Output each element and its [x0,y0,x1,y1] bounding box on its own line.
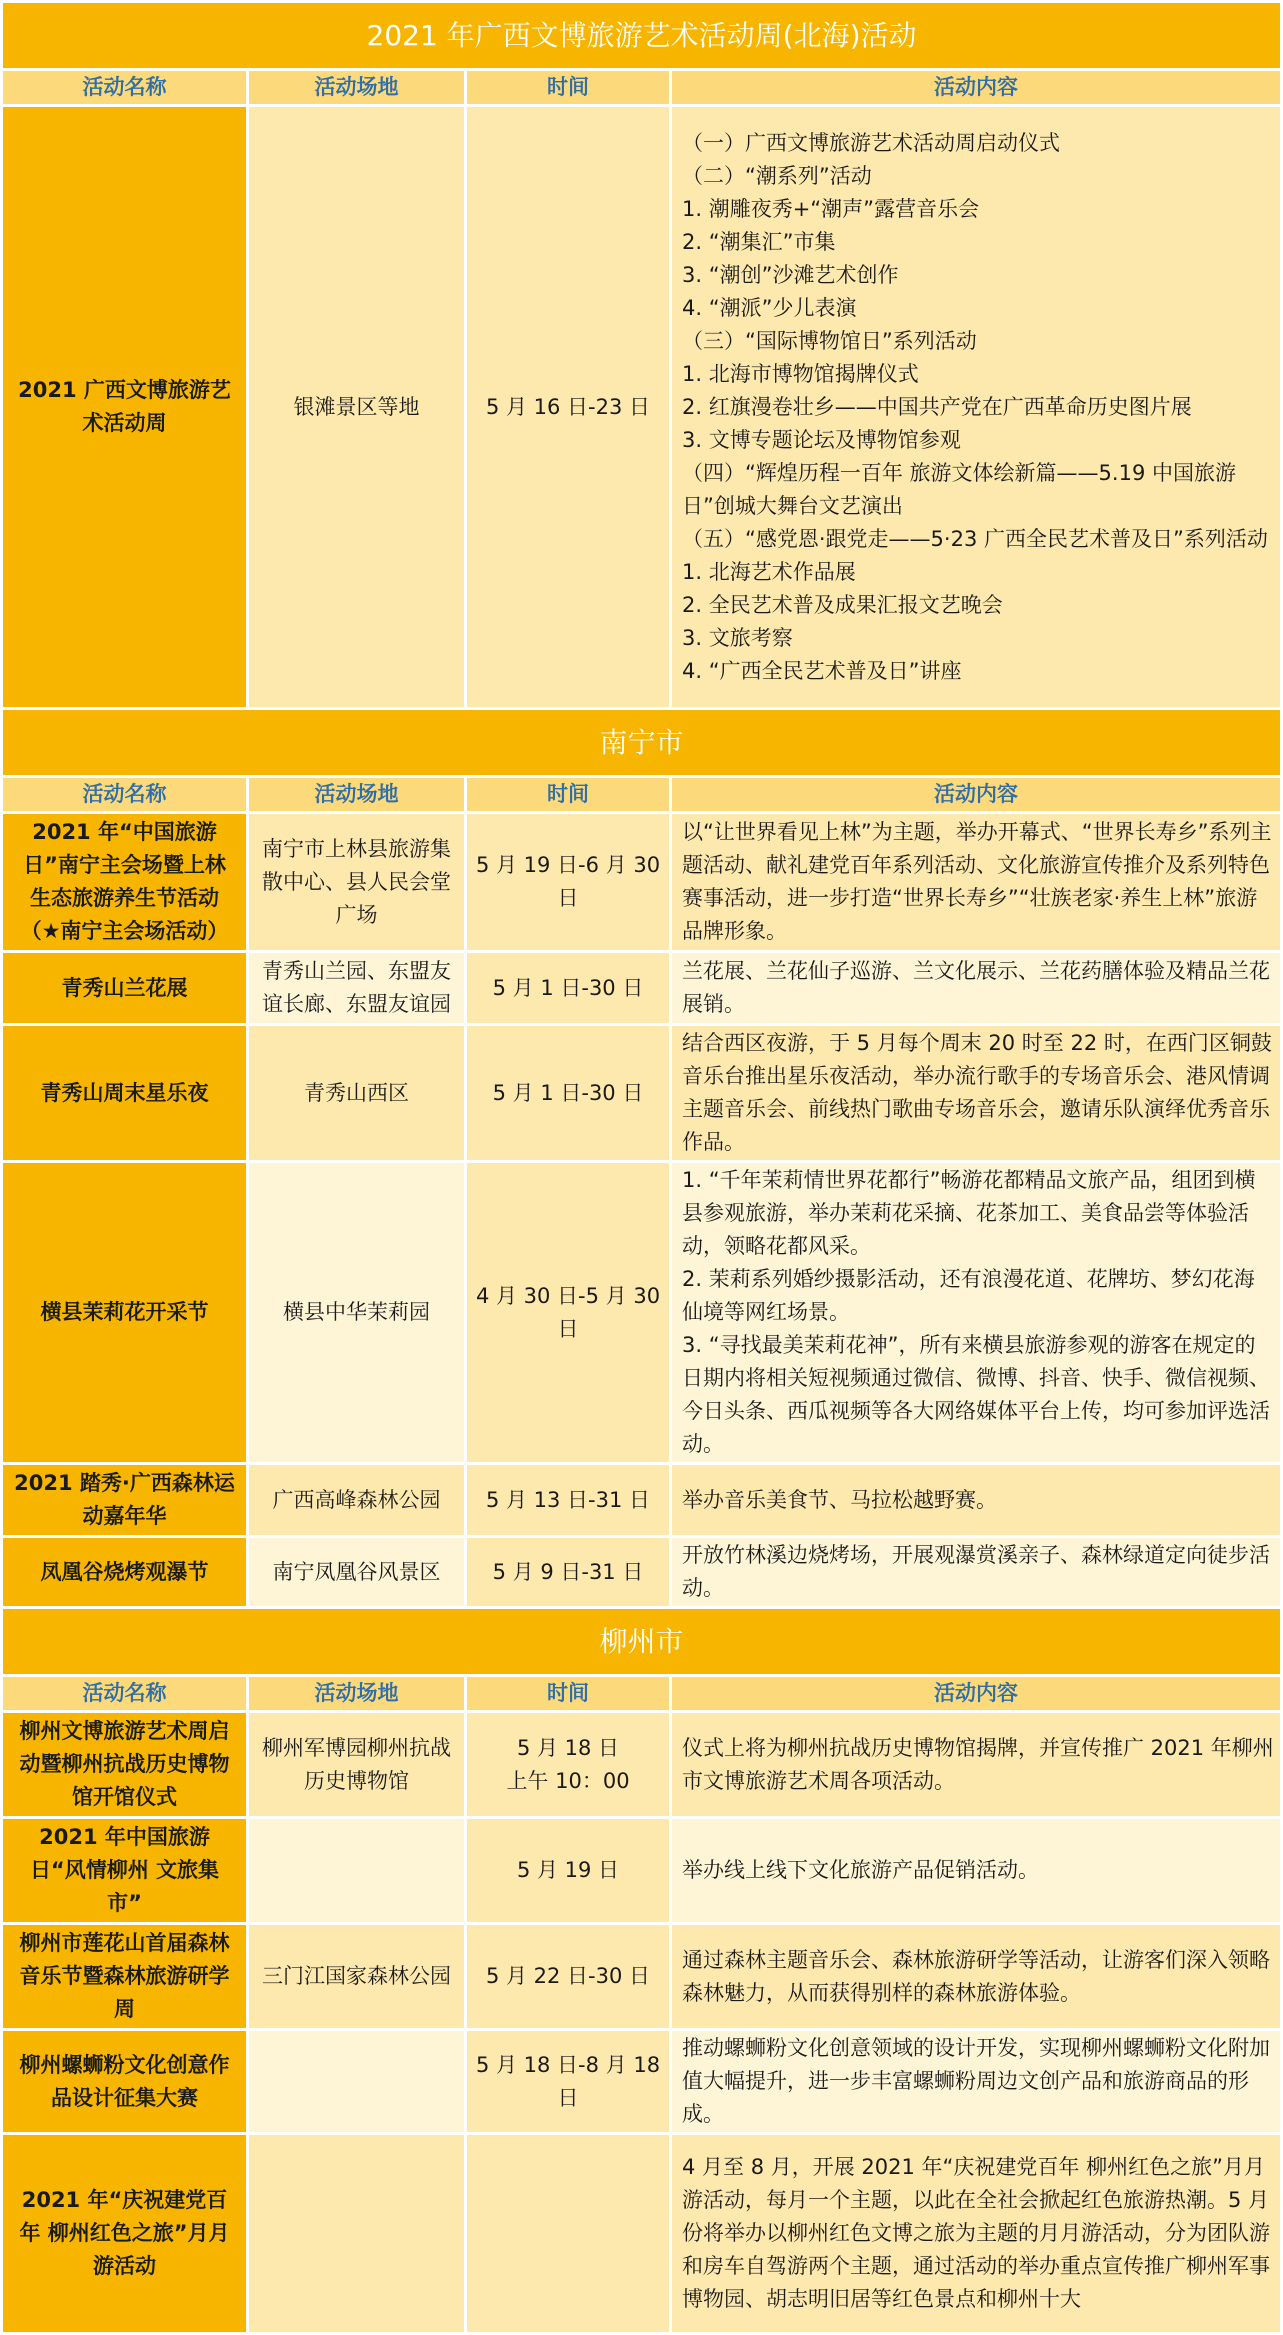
content-line: 1. 潮雕夜秀+“潮声”露营音乐会 [682,196,980,221]
content-line: （二）“潮系列”活动 [682,163,872,188]
activity-venue [248,1818,466,1924]
content-line: 4 月至 8 月，开展 2021 年“庆祝建党百年 柳州红色之旅”月月游活动，每月一个主题，以此在全社会掀起红色旅游热潮。5 月份将举办以柳州红色文博之旅为主题的月月游活动，分为团队游和房车自驾游两个主题，通过活动的举办重点宣传推广柳州军事博物园、胡志明旧居等红色景点和柳州十大 [682,2155,1270,2311]
table-body [2,2,1282,2334]
activity-name: 柳州螺蛳粉文化创意作品设计征集大赛 [2,2030,248,2134]
activity-content [671,1025,1282,1162]
column-header-row [2,777,1282,813]
activity-name: 柳州文博旅游艺术周启动暨柳州抗战历史博物馆开馆仪式 [2,1712,248,1818]
content-line: 2. 红旗漫卷壮乡——中国共产党在广西革命历史图片展 [682,394,1192,419]
activity-row [2,2134,1282,2334]
content-line: 3. 文旅考察 [682,625,793,650]
section-banner [2,709,1282,777]
section-banner [2,2,1282,70]
content-line: （五）“感党恩·跟党走——5·23 广西全民艺术普及日”系列活动 [682,526,1268,551]
column-header-row [2,1676,1282,1712]
column-header-row [2,70,1282,106]
activity-row [2,1924,1282,2030]
content-line: 3. “潮创”沙滩艺术创作 [682,262,899,287]
activity-venue: 银滩景区等地 [248,106,466,709]
content-line: 4. “广西全民艺术普及日”讲座 [682,658,962,683]
activity-content [671,1712,1282,1818]
activity-row [2,1712,1282,1818]
activity-time: 5 月 16 日-23 日 [466,106,671,709]
activity-name: 2021 年“庆祝建党百年 柳州红色之旅”月月游活动 [2,2134,248,2334]
activity-time: 5 月 22 日-30 日 [466,1924,671,2030]
activity-time: 5 月 9 日-31 日 [466,1537,671,1608]
content-line: 以“让世界看见上林”为主题，举办开幕式、“世界长寿乡”系列主题活动、献礼建党百年系列活动、文化旅游宣传推介及系列特色赛事活动，进一步打造“世界长寿乡”“壮族老家·养生上林”旅游品牌形象。 [682,820,1272,943]
activity-venue: 柳州军博园柳州抗战历史博物馆 [248,1712,466,1818]
column-header: 活动名称 [2,70,248,106]
column-header: 活动场地 [248,777,466,813]
activity-time: 5 月 19 日 [466,1818,671,1924]
activity-time: 5 月 19 日-6 月 30 日 [466,813,671,952]
content-line: 推动螺蛳粉文化创意领域的设计开发，实现柳州螺蛳粉文化附加值大幅提升，进一步丰富螺蛳粉周边文创产品和旅游商品的形成。 [682,2036,1270,2126]
activity-row [2,106,1282,709]
activity-row [2,1162,1282,1464]
content-line: 仪式上将为柳州抗战历史博物馆揭牌，并宣传推广 2021 年柳州市文博旅游艺术周各项活动。 [682,1735,1274,1793]
column-header: 活动场地 [248,1676,466,1712]
activity-row [2,1818,1282,1924]
section-title: 2021 年广西文博旅游艺术活动周(北海)活动 [2,2,1282,70]
activity-venue: 青秀山兰园、东盟友谊长廊、东盟友谊园 [248,952,466,1025]
content-line: （四）“辉煌历程一百年 旅游文体绘新篇——5.19 中国旅游日”创城大舞台文艺演出 [682,460,1236,518]
column-header: 活动场地 [248,70,466,106]
activity-name: 青秀山兰花展 [2,952,248,1025]
column-header: 时间 [466,777,671,813]
activity-venue: 南宁凤凰谷风景区 [248,1537,466,1608]
activity-name: 青秀山周末星乐夜 [2,1025,248,1162]
content-line: 结合西区夜游，于 5 月每个周末 20 时至 22 时，在西门区铜鼓音乐台推出星乐夜活动，举办流行歌手的专场音乐会、港风情调主题音乐会、前线热门歌曲专场音乐会，邀请乐队演绎优秀音乐作品。 [682,1031,1272,1154]
column-header: 活动内容 [671,777,1282,813]
activity-content [671,1464,1282,1537]
column-header: 活动名称 [2,1676,248,1712]
content-line: 1. 北海艺术作品展 [682,559,856,584]
content-line: 通过森林主题音乐会、森林旅游研学等活动，让游客们深入领略森林魅力，从而获得别样的森林旅游体验。 [682,1947,1270,2005]
content-line: （三）“国际博物馆日”系列活动 [682,328,977,353]
section-title: 柳州市 [2,1608,1282,1676]
activity-content [671,1537,1282,1608]
activity-venue: 南宁市上林县旅游集散中心、县人民会堂广场 [248,813,466,952]
column-header: 时间 [466,1676,671,1712]
activity-time: 5 月 1 日-30 日 [466,952,671,1025]
content-line: 举办线上线下文化旅游产品促销活动。 [682,1858,1039,1882]
activity-row [2,1464,1282,1537]
column-header: 活动内容 [671,1676,1282,1712]
activity-name: 2021 年“中国旅游日”南宁主会场暨上林生态旅游养生节活动（★南宁主会场活动） [2,813,248,952]
content-line: 2. 茉莉系列婚纱摄影活动，还有浪漫花道、花牌坊、梦幻花海仙境等网红场景。 [682,1267,1255,1324]
column-header: 活动内容 [671,70,1282,106]
activity-time: 5 月 18 日-8 月 18 日 [466,2030,671,2134]
column-header: 时间 [466,70,671,106]
section-banner [2,1608,1282,1676]
activity-content [671,1924,1282,2030]
activity-venue [248,2134,466,2334]
content-line: 2. 全民艺术普及成果汇报文艺晚会 [682,592,1003,617]
activity-name: 2021 踏秀·广西森林运动嘉年华 [2,1464,248,1537]
activity-row [2,952,1282,1025]
activity-name: 凤凰谷烧烤观瀑节 [2,1537,248,1608]
activity-time: 5 月 1 日-30 日 [466,1025,671,1162]
activity-time [466,2134,671,2334]
activity-content [671,813,1282,952]
activity-time: 4 月 30 日-5 月 30 日 [466,1162,671,1464]
content-line: （一）广西文博旅游艺术活动周启动仪式 [682,130,1060,155]
activity-name: 2021 年中国旅游日“风情柳州 文旅集市” [2,1818,248,1924]
activity-row [2,1025,1282,1162]
activity-name: 2021 广西文博旅游艺术活动周 [2,106,248,709]
activity-venue: 三门江国家森林公园 [248,1924,466,2030]
activity-name: 柳州市莲花山首届森林音乐节暨森林旅游研学周 [2,1924,248,2030]
activity-content [671,2030,1282,2134]
activity-venue: 青秀山西区 [248,1025,466,1162]
activity-content [671,952,1282,1025]
content-line: 1. 北海市博物馆揭牌仪式 [682,361,919,386]
content-line: 1. “千年茉莉情世界花都行”畅游花都精品文旅产品，组团到横县参观旅游，举办茉莉花采摘、花茶加工、美食品尝等体验活动，领略花都风采。 [682,1168,1256,1258]
content-line: 3. “寻找最美茉莉花神”，所有来横县旅游参观的游客在规定的日期内将相关短视频通过微信、微博、抖音、快手、微信视频、今日头条、西瓜视频等各大网络媒体平台上传，均可参加评选活动。 [682,1333,1270,1456]
activity-content [671,1818,1282,1924]
content-line: 4. “潮派”少儿表演 [682,295,857,320]
activity-content [671,106,1282,709]
column-header: 活动名称 [2,777,248,813]
activity-venue: 横县中华茉莉园 [248,1162,466,1464]
section-title: 南宁市 [2,709,1282,777]
activity-venue: 广西高峰森林公园 [248,1464,466,1537]
activity-row [2,2030,1282,2134]
activity-row [2,813,1282,952]
content-line: 兰花展、兰花仙子巡游、兰文化展示、兰花药膳体验及精品兰花展销。 [682,959,1270,1016]
activity-time: 5 月 13 日-31 日 [466,1464,671,1537]
activity-content [671,2134,1282,2334]
content-line: 开放竹林溪边烧烤场，开展观瀑赏溪亲子、森林绿道定向徒步活动。 [682,1543,1270,1600]
activity-name: 横县茉莉花开采节 [2,1162,248,1464]
content-line: 举办音乐美食节、马拉松越野赛。 [682,1487,997,1512]
activity-row [2,1537,1282,1608]
content-line: 3. 文博专题论坛及博物馆参观 [682,427,961,452]
activity-content [671,1162,1282,1464]
activity-time: 5 月 18 日 上午 10：00 [466,1712,671,1818]
activity-venue [248,2030,466,2134]
content-line: 2. “潮集汇”市集 [682,229,836,254]
